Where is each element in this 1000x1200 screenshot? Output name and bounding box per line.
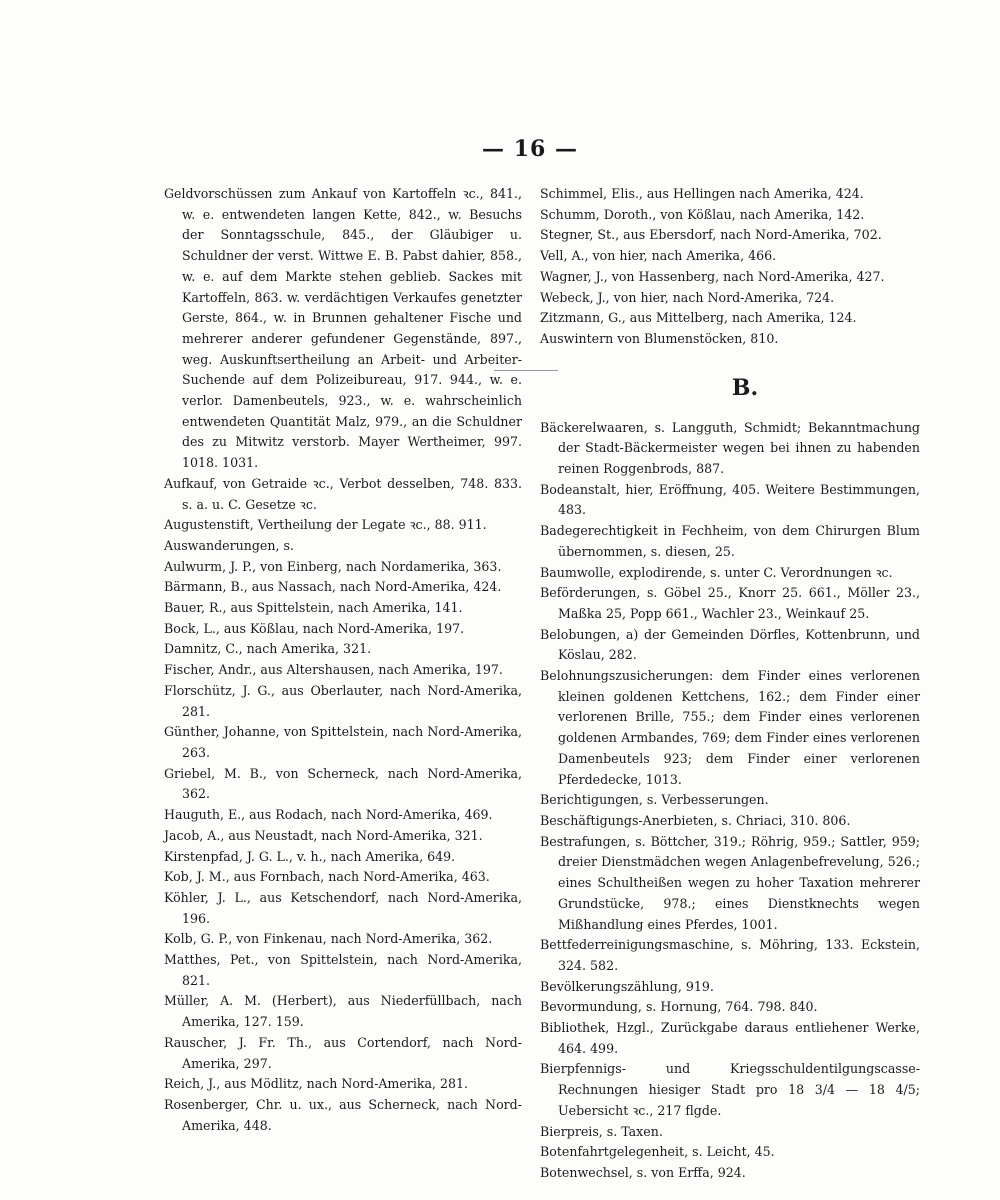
index-entry: Fischer, Andr., aus Altershausen, nach Amerika, 197. xyxy=(164,662,503,678)
index-entry: Zitzmann, G., aus Mittelberg, nach Amerika, 124. xyxy=(540,310,857,326)
index-entry: Rauscher, J. Fr. Th., aus Cortendorf, nach Nord-Amerika, 297. xyxy=(164,1034,522,1071)
index-entry: Schimmel, Elis., aus Hellingen nach Amerika, 424. xyxy=(540,186,864,201)
index-entry: Bibliothek, Hzgl., Zurückgabe daraus entliehener Werke, 464. 499. xyxy=(540,1020,920,1056)
index-entry: Bevormundung, s. Hornung, 764. 798. 840. xyxy=(540,999,818,1015)
index-entry: Müller, A. M. (Herbert), aus Niederfüllbach, nach Amerika, 127. 159. xyxy=(164,993,522,1030)
page-number: — 16 — xyxy=(482,136,578,162)
index-entry: Wagner, J., von Hassenberg, nach Nord-Amerika, 427. xyxy=(540,268,885,284)
index-entry: Baumwolle, explodirende, s. unter C. Verordnungen ꝛc. xyxy=(540,564,893,580)
index-entry: Günther, Johanne, von Spittelstein, nach Nord-Amerika, 263. xyxy=(164,724,522,760)
index-entry: Damnitz, C., nach Amerika, 321. xyxy=(164,641,372,657)
index-entry: Botenfahrtgelegenheit, s. Leicht, 45. xyxy=(540,1144,775,1160)
index-entry: Bäckerelwaaren, s. Langguth, Schmidt; Bekanntmachung der Stadt-Bäckermeister wegen bei ihnen zu habenden reinen Roggenbrods, 887. xyxy=(540,419,920,477)
index-entry: Badegerechtigkeit in Fechheim, von dem Chirurgen Blum übernommen, s. diesen, 25. xyxy=(540,523,920,559)
index-entry: Beschäftigungs-Anerbieten, s. Chriaci, 310. 806. xyxy=(540,812,851,828)
index-entry: Beförderungen, s. Göbel 25., Knorr 25. 661., Möller 23., Maßka 25, Popp 661., Wachler 23., Weinkauf 25. xyxy=(540,585,920,621)
index-entry: Schumm, Doroth., von Kößlau, nach Amerika, 142. xyxy=(540,206,865,222)
index-entry: Bock, L., aus Kößlau, nach Nord-Amerika, 197. xyxy=(164,620,465,636)
index-entry: Stegner, St., aus Ebersdorf, nach Nord-Amerika, 702. xyxy=(540,227,882,243)
index-entry: Bärmann, B., aus Nassach, nach Nord-Amerika, 424. xyxy=(164,579,502,595)
index-entry: Kob, J. M., aus Fornbach, nach Nord-Amerika, 463. xyxy=(164,869,490,885)
index-entry: Griebel, M. B., von Scherneck, nach Nord-Amerika, 362. xyxy=(164,765,522,802)
index-entry: Vell, A., von hier, nach Amerika, 466. xyxy=(540,248,777,264)
index-entry: Florschütz, J. G., aus Oberlauter, nach Nord-Amerika, 281. xyxy=(164,682,522,719)
index-entry: Jacob, A., aus Neustadt, nach Nord-Amerika, 321. xyxy=(164,827,483,843)
left-column xyxy=(164,184,522,1136)
index-entry: Berichtigungen, s. Verbesserungen. xyxy=(540,792,769,808)
index-entry: Geldvorschüssen zum Ankauf von Kartoffeln ꝛc., 841., w. e. entwendeten langen Kette, 842., w. Besuchs der Sonntagsschule, 845., der Gläubiger u. Schuldner der verst. Wittwe E. B. Pabst dahier, 858., w. e. auf dem Markte stehen geblieb. Sackes mit Kartoffeln, 863. w. verdächtigen Verkaufes genetzter Gerste, 864., w. in Brunnen gehaltener Fische und mehrerer anderer gefundener Gegenstände, 897., weg. Auskunftsertheilung an Arbeit- und Arbeiter-Suchende auf dem Polizeibureau, 917. 944., w. e. verlor. Damenbeutels, 923., w. e. wahrscheinlich entwendeten Quantität Malz, 979., an die Schuldner des zu Mitwitz verstorb. Mayer Wertheimer, 997. 1018. 1031. xyxy=(164,186,522,471)
index-entry: Auswanderungen, s. xyxy=(164,537,294,553)
index-entry: Bauer, R., aus Spittelstein, nach Amerika, 141. xyxy=(164,600,463,616)
index-entry: Köhler, J. L., aus Ketschendorf, nach Nord-Amerika, 196. xyxy=(164,889,522,926)
index-entry: Bierpreis, s. Taxen. xyxy=(540,1123,663,1139)
right-column xyxy=(540,184,920,1184)
index-entry: Bevölkerungszählung, 919. xyxy=(540,978,714,994)
index-entry: Augustenstift, Vertheilung der Legate ꝛc., 88. 911. xyxy=(164,517,487,533)
index-entry: Aulwurm, J. P., von Einberg, nach Nordamerika, 363. xyxy=(164,558,502,574)
section-heading: B. xyxy=(731,374,759,401)
index-entry: Matthes, Pet., von Spittelstein, nach Nord-Amerika, 821. xyxy=(164,952,522,988)
index-entry: Bestrafungen, s. Böttcher, 319.; Röhrig, 959.; Sattler, 959; dreier Dienstmädchen wegen Anlagenbefrevelung, 526.; eines Schultheißen wegen zu hoher Taxation mehrerer Grundstücke, 978.; eines Dienstknechts wegen Mißhandlung eines Pferdes, 1001. xyxy=(540,833,920,932)
index-entry: Bierpfennigs- und Kriegsschuldentilgungscasse-Rechnungen hiesiger Stadt pro 18 3/4 — 18 4/5; Uebersicht ꝛc., 217 flgde. xyxy=(540,1061,920,1118)
index-entry: Kolb, G. P., von Finkenau, nach Nord-Amerika, 362. xyxy=(164,931,493,947)
index-entry: Bettfederreinigungsmaschine, s. Möhring, 133. Eckstein, 324. 582. xyxy=(540,937,920,973)
index-entry: Botenwechsel, s. von Erffa, 924. xyxy=(540,1164,746,1180)
index-entry: Auswintern von Blumenstöcken, 810. xyxy=(540,330,779,346)
index-entry: Webeck, J., von hier, nach Nord-Amerika, 724. xyxy=(540,289,835,305)
index-entry: Bodeanstalt, hier, Eröffnung, 405. Weitere Bestimmungen, 483. xyxy=(540,481,920,518)
index-entry: Reich, J., aus Mödlitz, nach Nord-Amerika, 281. xyxy=(164,1076,469,1092)
index-entry: Belohnungszusicherungen: dem Finder eines verlorenen kleinen goldenen Kettchens, 162.; dem Finder einer verlorenen Brille, 755.; dem Finder eines verlorenen goldenen Armbandes, 769; dem Finder eines verlorenen Damenbeutels 923; dem Finder einer verlorenen Pferdedecke, 1013. xyxy=(540,668,920,787)
index-entry: Kirstenpfad, J. G. L., v. h., nach Amerika, 649. xyxy=(164,848,456,864)
index-entry: Aufkauf, von Getraide ꝛc., Verbot desselben, 748. 833. s. a. u. C. Gesetze ꝛc. xyxy=(164,475,522,512)
index-entry: Belobungen, a) der Gemeinden Dörfles, Kottenbrunn, und Köslau, 282. xyxy=(540,626,920,663)
index-entry: Rosenberger, Chr. u. ux., aus Scherneck, nach Nord-Amerika, 448. xyxy=(164,1096,522,1133)
index-entry: Hauguth, E., aus Rodach, nach Nord-Amerika, 469. xyxy=(164,807,493,823)
